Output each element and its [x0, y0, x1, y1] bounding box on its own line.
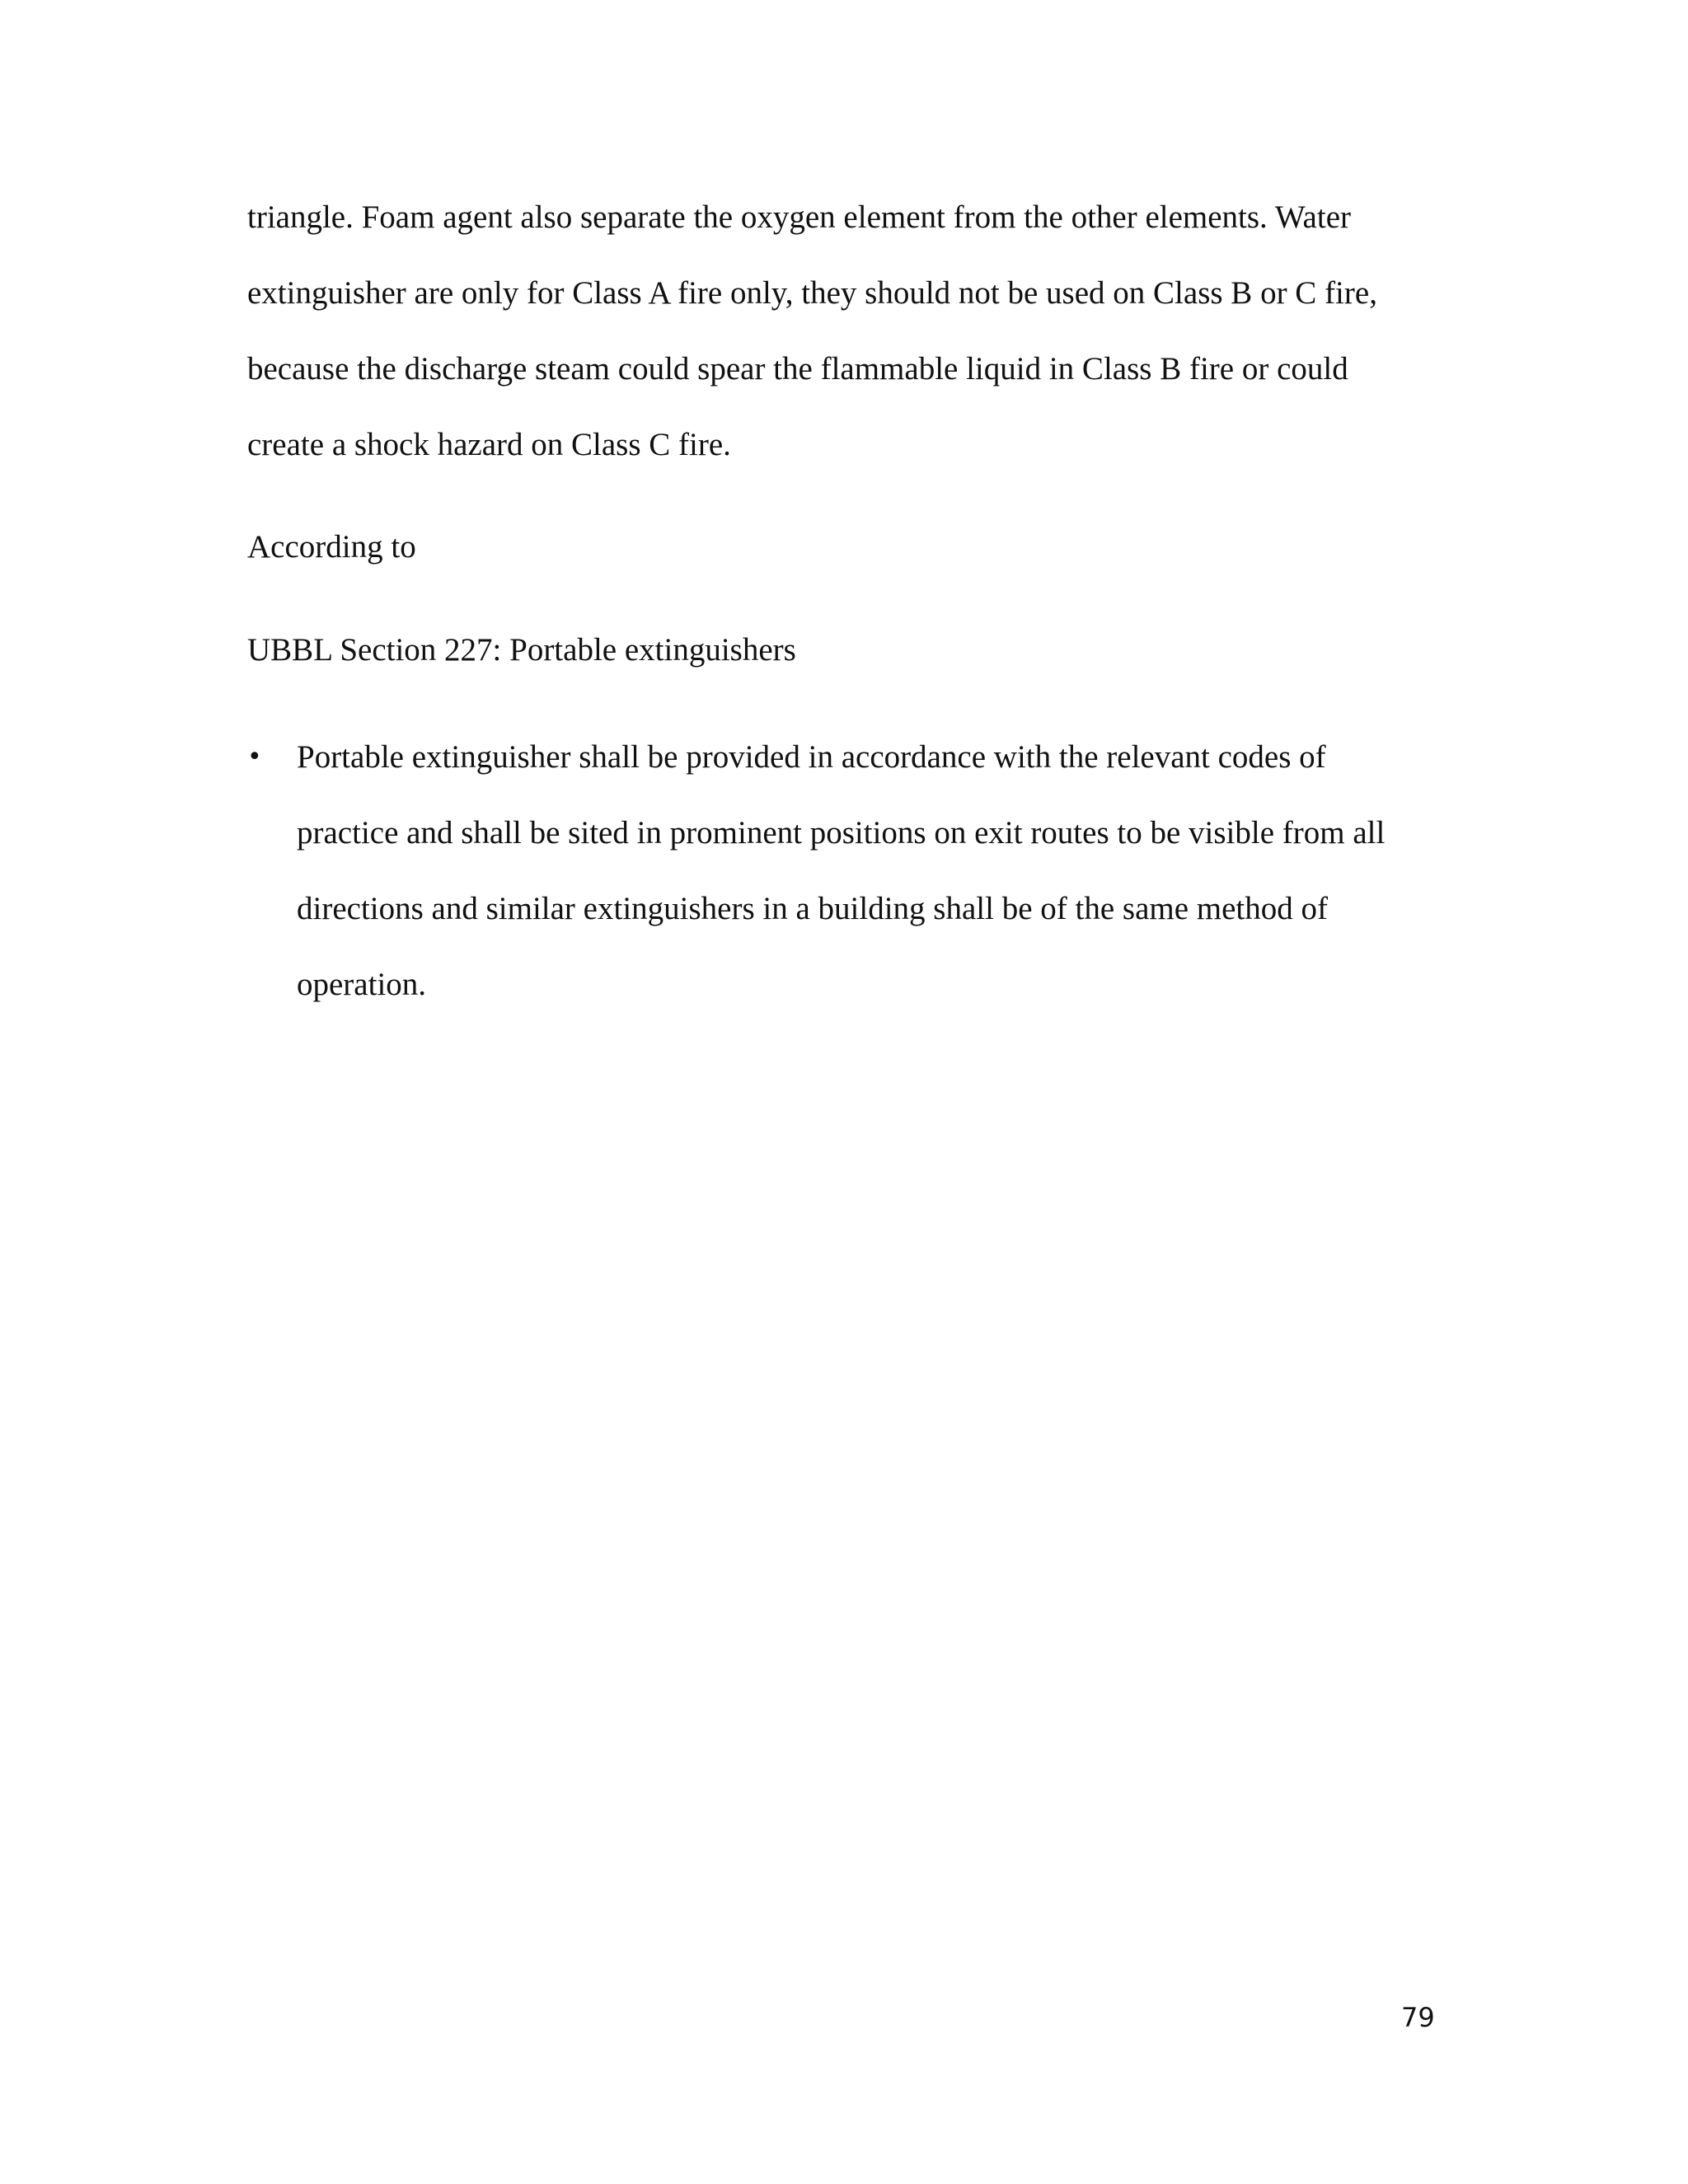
paragraph-line: extinguisher are only for Class A fire only, they should not be used on Class B or C fire, — [247, 275, 1377, 311]
paragraph-line: create a shock hazard on Class C fire. — [247, 427, 731, 462]
according-to-text: According to — [247, 529, 416, 565]
body-paragraph — [247, 180, 1451, 483]
page-number: 79 — [1401, 2002, 1435, 2033]
bullet-line: Portable extinguisher shall be provided in accordance with the relevant codes of — [297, 739, 1326, 775]
section-heading: UBBL Section 227: Portable extinguishers — [247, 632, 796, 668]
bullet-line: practice and shall be sited in prominent positions on exit routes to be visible from all — [297, 815, 1386, 851]
bullet-line: directions and similar extinguishers in a building shall be of the same method of — [297, 891, 1328, 926]
list-item — [247, 719, 1451, 1023]
paragraph-line: triangle. Foam agent also separate the oxygen element from the other elements. Water — [247, 199, 1351, 235]
bullet-icon: • — [247, 743, 262, 771]
bullet-list — [247, 719, 1451, 1023]
paragraph-line: because the discharge steam could spear the flammable liquid in Class B fire or could — [247, 351, 1348, 387]
bullet-line: operation. — [297, 967, 427, 1002]
